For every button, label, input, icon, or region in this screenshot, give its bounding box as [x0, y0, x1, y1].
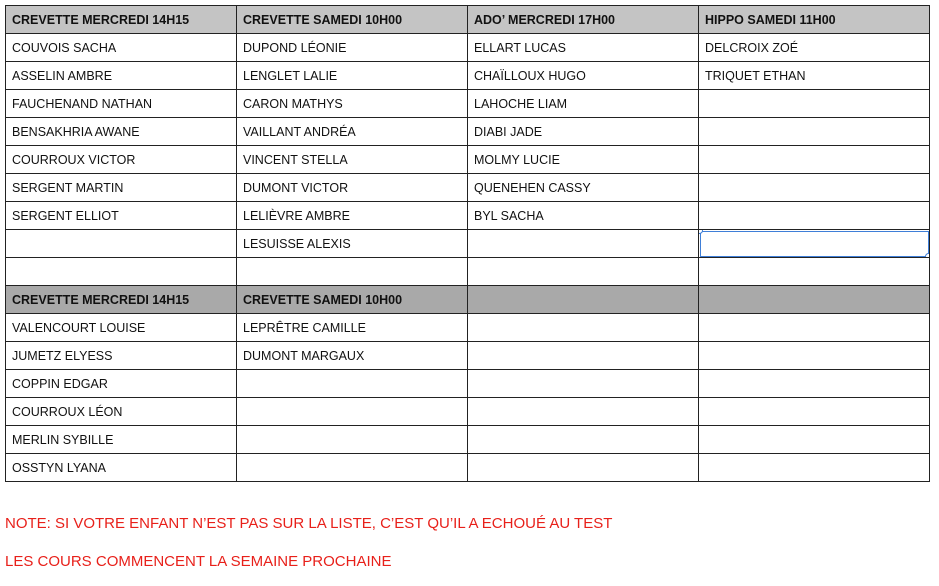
student-name-cell[interactable] — [699, 398, 930, 426]
student-name-cell[interactable] — [468, 258, 699, 286]
group-header-cell[interactable]: CREVETTE SAMEDI 10H00 — [237, 6, 468, 34]
group-header-cell[interactable]: CREVETTE SAMEDI 10H00 — [237, 286, 468, 314]
student-name-cell[interactable]: LAHOCHE LIAM — [468, 90, 699, 118]
student-name-cell[interactable] — [699, 174, 930, 202]
selection-handle-bottom-right[interactable] — [925, 253, 930, 258]
table-row — [6, 230, 930, 258]
student-name-cell[interactable]: COUVOIS SACHA — [6, 34, 237, 62]
note-failed-test: NOTE: SI VOTRE ENFANT N’EST PAS SUR LA LISTE, C’EST QU’IL A ECHOUÉ AU TEST — [5, 515, 613, 532]
student-name-cell[interactable] — [699, 202, 930, 230]
groups_top-header-row — [6, 6, 930, 34]
group-header-cell[interactable] — [699, 286, 930, 314]
table-row — [6, 258, 930, 286]
table-row — [6, 342, 930, 370]
student-name-cell[interactable]: VINCENT STELLA — [237, 146, 468, 174]
student-name-cell[interactable]: DIABI JADE — [468, 118, 699, 146]
student-name-cell[interactable]: DUMONT MARGAUX — [237, 342, 468, 370]
selection-handle-top-left[interactable] — [699, 230, 704, 235]
table-row — [6, 426, 930, 454]
student-name-cell[interactable] — [237, 370, 468, 398]
class-roster-body — [6, 6, 930, 482]
student-name-cell[interactable]: FAUCHENAND NATHAN — [6, 90, 237, 118]
student-name-cell[interactable] — [237, 426, 468, 454]
selected-cell[interactable] — [699, 230, 930, 258]
group-header-cell[interactable] — [468, 286, 699, 314]
group-header-cell[interactable]: CREVETTE MERCREDI 14H15 — [6, 6, 237, 34]
student-name-cell[interactable] — [699, 118, 930, 146]
student-name-cell[interactable]: JUMETZ ELYESS — [6, 342, 237, 370]
student-name-cell[interactable] — [468, 426, 699, 454]
student-name-cell[interactable]: CARON MATHYS — [237, 90, 468, 118]
student-name-cell[interactable] — [699, 90, 930, 118]
table-row — [6, 454, 930, 482]
student-name-cell[interactable] — [699, 454, 930, 482]
student-name-cell[interactable]: QUENEHEN CASSY — [468, 174, 699, 202]
student-name-cell[interactable]: ASSELIN AMBRE — [6, 62, 237, 90]
student-name-cell[interactable]: COPPIN EDGAR — [6, 370, 237, 398]
student-name-cell[interactable]: DUMONT VICTOR — [237, 174, 468, 202]
student-name-cell[interactable] — [468, 342, 699, 370]
student-name-cell[interactable]: DELCROIX ZOÉ — [699, 34, 930, 62]
student-name-cell[interactable]: SERGENT ELLIOT — [6, 202, 237, 230]
student-name-cell[interactable]: BENSAKHRIA AWANE — [6, 118, 237, 146]
student-name-cell[interactable] — [699, 426, 930, 454]
table-row — [6, 370, 930, 398]
student-name-cell[interactable] — [699, 146, 930, 174]
table-row — [6, 146, 930, 174]
student-name-cell[interactable] — [6, 258, 237, 286]
student-name-cell[interactable] — [237, 454, 468, 482]
student-name-cell[interactable]: ELLART LUCAS — [468, 34, 699, 62]
student-name-cell[interactable] — [699, 314, 930, 342]
student-name-cell[interactable]: LENGLET LALIE — [237, 62, 468, 90]
student-name-cell[interactable]: TRIQUET ETHAN — [699, 62, 930, 90]
student-name-cell[interactable]: CHAÏLLOUX HUGO — [468, 62, 699, 90]
table-row — [6, 174, 930, 202]
student-name-cell[interactable]: LESUISSE ALEXIS — [237, 230, 468, 258]
student-name-cell[interactable]: MERLIN SYBILLE — [6, 426, 237, 454]
student-name-cell[interactable] — [237, 398, 468, 426]
table-row — [6, 62, 930, 90]
student-name-cell[interactable] — [6, 230, 237, 258]
student-name-cell[interactable]: COURROUX LÉON — [6, 398, 237, 426]
student-name-cell[interactable] — [468, 398, 699, 426]
student-name-cell[interactable] — [699, 258, 930, 286]
table-row — [6, 90, 930, 118]
class-roster-table — [5, 5, 930, 482]
student-name-cell[interactable] — [699, 370, 930, 398]
note-classes-start: LES COURS COMMENCENT LA SEMAINE PROCHAINE — [5, 553, 392, 570]
student-name-cell[interactable] — [699, 342, 930, 370]
student-name-cell[interactable]: MOLMY LUCIE — [468, 146, 699, 174]
table-row — [6, 398, 930, 426]
student-name-cell[interactable]: COURROUX VICTOR — [6, 146, 237, 174]
student-name-cell[interactable] — [468, 370, 699, 398]
student-name-cell[interactable] — [468, 314, 699, 342]
student-name-cell[interactable]: VALENCOURT LOUISE — [6, 314, 237, 342]
table-row — [6, 34, 930, 62]
group-header-cell[interactable]: HIPPO SAMEDI 11H00 — [699, 6, 930, 34]
student-name-cell[interactable]: VAILLANT ANDRÉA — [237, 118, 468, 146]
table-row — [6, 118, 930, 146]
student-name-cell[interactable] — [237, 258, 468, 286]
student-name-cell[interactable] — [468, 230, 699, 258]
student-name-cell[interactable]: DUPOND LÉONIE — [237, 34, 468, 62]
group-header-cell[interactable]: CREVETTE MERCREDI 14H15 — [6, 286, 237, 314]
student-name-cell[interactable]: LEPRÊTRE CAMILLE — [237, 314, 468, 342]
student-name-cell[interactable]: SERGENT MARTIN — [6, 174, 237, 202]
student-name-cell[interactable]: BYL SACHA — [468, 202, 699, 230]
table-row — [6, 202, 930, 230]
student-name-cell[interactable] — [468, 454, 699, 482]
table-row — [6, 314, 930, 342]
student-name-cell[interactable]: LELIÈVRE AMBRE — [237, 202, 468, 230]
groups_bottom-header-row — [6, 286, 930, 314]
group-header-cell[interactable]: ADO’ MERCREDI 17H00 — [468, 6, 699, 34]
student-name-cell[interactable]: OSSTYN LYANA — [6, 454, 237, 482]
